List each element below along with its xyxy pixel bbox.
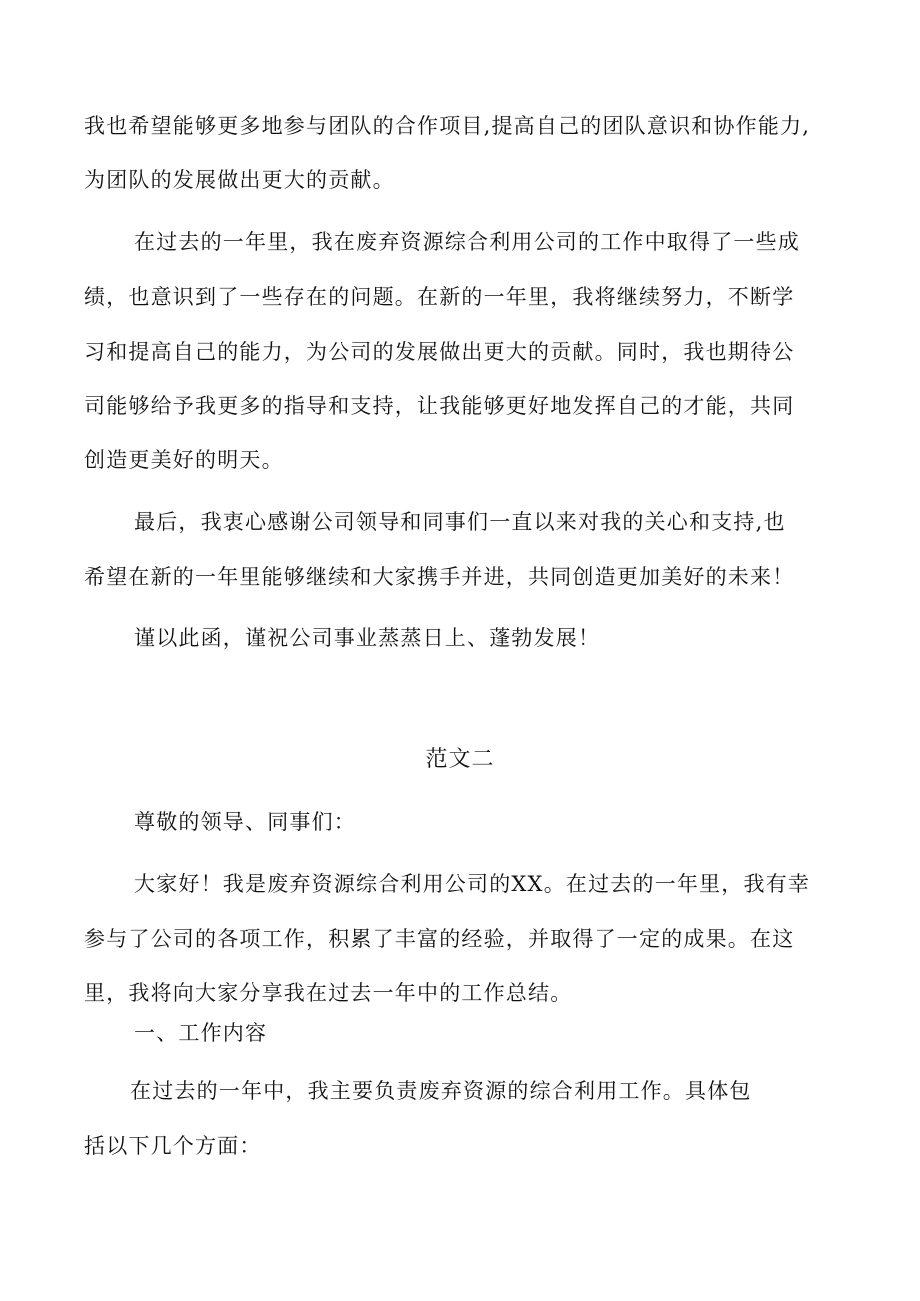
- text-line: 最后，我衷心感谢公司领导和同事们一直以来对我的关心和支持,也: [134, 510, 786, 534]
- subheading: 一、工作内容: [134, 1021, 268, 1045]
- text-line: 创造更美好的明天。: [84, 448, 284, 472]
- section-title: 范文二: [425, 747, 495, 772]
- text-line: 绩，也意识到了一些存在的问题。在新的一年里，我将继续努力，不断学: [84, 285, 795, 309]
- text-line: 括以下几个方面：: [84, 1134, 262, 1158]
- text-line: 在过去的一年里，我在废弃资源综合利用公司的工作中取得了一些成: [134, 230, 800, 254]
- text-line: 在过去的一年中，我主要负责废弃资源的综合利用工作。具体包: [130, 1079, 752, 1103]
- text-line: 大家好！我是废弃资源综合利用公司的XX。在过去的一年里，我有幸: [134, 872, 811, 896]
- text-line: 谨以此函，谨祝公司事业蒸蒸日上、蓬勃发展！: [134, 626, 601, 650]
- text-line: 习和提高自己的能力，为公司的发展做出更大的贡献。同时，我也期待公: [84, 340, 795, 364]
- text-line: 为团队的发展做出更大的贡献。: [84, 168, 395, 192]
- text-line: 参与了公司的各项工作，积累了丰富的经验，并取得了一定的成果。在这: [84, 927, 795, 951]
- text-line: 里，我将向大家分享我在过去一年中的工作总结。: [84, 981, 573, 1005]
- text-line: 司能够给予我更多的指导和支持，让我能够更好地发挥自己的才能，共同: [84, 394, 795, 418]
- salutation: 尊敬的领导、同事们：: [134, 810, 356, 834]
- text-line: 我也希望能够更多地参与团队的合作项目,提高自己的团队意识和协作能力,: [84, 114, 811, 138]
- text-line: 希望在新的一年里能够继续和大家携手并进，共同创造更加美好的未来！: [84, 565, 795, 589]
